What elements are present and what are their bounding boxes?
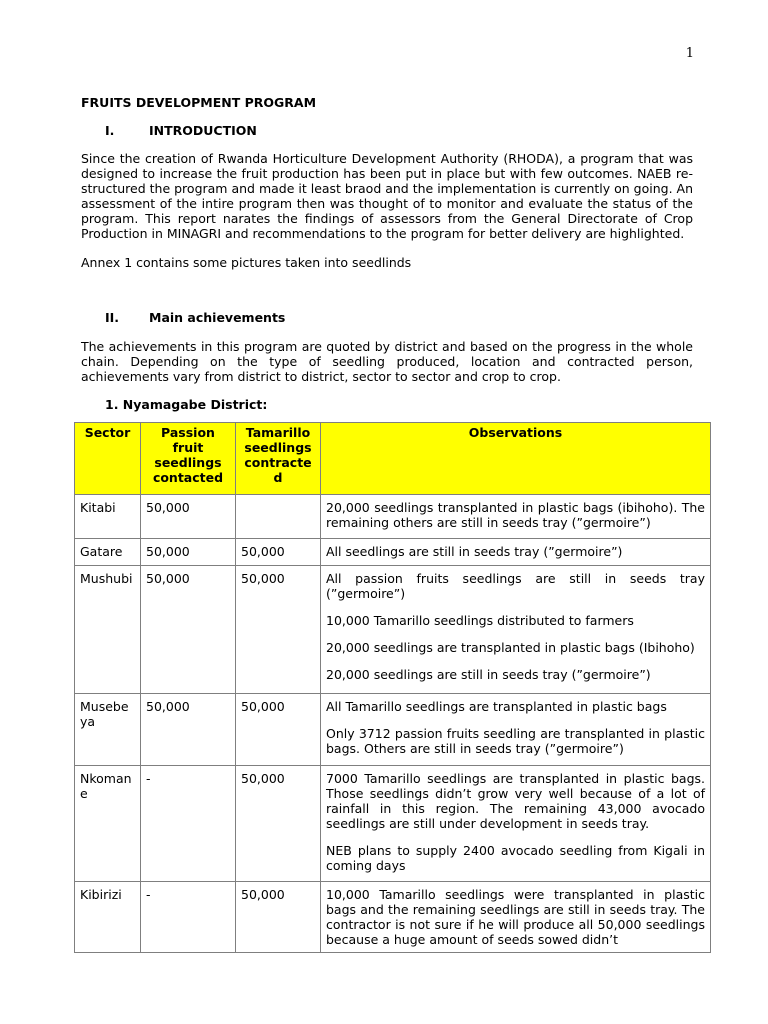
cell-passion: 50,000 — [141, 495, 236, 539]
observation-text: 20,000 seedlings transplanted in plastic bags (ibihoho). The remaining others are still in seeds tray (”germoire”) — [326, 500, 705, 530]
header-tamarillo: Tamarillo seedlings contracte d — [236, 423, 321, 495]
cell-passion: - — [141, 882, 236, 953]
table-row — [75, 882, 711, 953]
cell-tamarillo: 50,000 — [236, 882, 321, 953]
document-title: FRUITS DEVELOPMENT PROGRAM — [81, 95, 317, 110]
cell-observations — [321, 539, 711, 566]
observation-text: NEB plans to supply 2400 avocado seedling from Kigali in coming days — [326, 843, 705, 873]
cell-observations — [321, 566, 711, 694]
observation-text: Only 3712 passion fruits seedling are transplanted in plastic bags. Others are still in seeds tray (”germoire”) — [326, 726, 705, 756]
district-table — [74, 422, 711, 953]
section-2-title: Main achievements — [149, 310, 286, 325]
table-header-row — [75, 423, 711, 495]
cell-passion: 50,000 — [141, 566, 236, 694]
observation-text: All seedlings are still in seeds tray (”germoire”) — [326, 544, 623, 559]
table-row — [75, 694, 711, 766]
cell-sector: Gatare — [75, 539, 141, 566]
header-sector: Sector — [75, 423, 141, 495]
cell-observations — [321, 495, 711, 539]
cell-sector: Kibirizi — [75, 882, 141, 953]
cell-observations — [321, 766, 711, 882]
page-number: 1 — [685, 46, 694, 61]
observation-text: All Tamarillo seedlings are transplanted in plastic bags — [326, 699, 667, 714]
cell-sector: Mushubi — [75, 566, 141, 694]
cell-observations — [321, 882, 711, 953]
table-row — [75, 495, 711, 539]
table-row — [75, 539, 711, 566]
observation-text: 10,000 Tamarillo seedlings distributed to farmers — [326, 613, 634, 628]
intro-paragraph: Since the creation of Rwanda Horticulture Development Authority (RHODA), a program that was designed to increase the fruit production has been put in place but with few outcomes. NAEB re-structured the program and made it least braod and the implementation is currently on going. An assessment of the intire program then was thought of to monitor and evaluate the status of the program. This report narates the findings of assessors from the General Directorate of Crop Production in MINAGRI and recommendations to the program for better delivery are highlighted. — [81, 151, 693, 241]
annex-note: Annex 1 contains some pictures taken into seedlinds — [81, 255, 412, 270]
observation-text: 7000 Tamarillo seedlings are transplanted in plastic bags. Those seedlings didn’t grow very well because of a lot of rainfall in this region. The remaining 43,000 avocado seedlings are still under development in seeds tray. — [326, 771, 705, 831]
cell-passion: - — [141, 766, 236, 882]
observation-text: 20,000 seedlings are still in seeds tray (”germoire”) — [326, 667, 651, 682]
section-2-number: II. — [105, 310, 120, 325]
observation-text: All passion fruits seedlings are still in seeds tray (”germoire”) — [326, 571, 705, 601]
cell-passion: 50,000 — [141, 694, 236, 766]
cell-tamarillo: 50,000 — [236, 766, 321, 882]
achievements-paragraph: The achievements in this program are quoted by district and based on the progress in the whole chain. Depending on the type of seedling produced, location and contracted person, achievements vary from district to district, sector to sector and crop to crop. — [81, 339, 693, 384]
cell-tamarillo: 50,000 — [236, 694, 321, 766]
cell-observations — [321, 694, 711, 766]
cell-sector: Kitabi — [75, 495, 141, 539]
cell-passion: 50,000 — [141, 539, 236, 566]
cell-tamarillo: 50,000 — [236, 539, 321, 566]
table-row — [75, 566, 711, 694]
district-heading: 1. Nyamagabe District: — [105, 397, 268, 412]
header-observations: Observations — [321, 423, 711, 495]
observation-text: 20,000 seedlings are transplanted in plastic bags (Ibihoho) — [326, 640, 695, 655]
section-1-title: INTRODUCTION — [149, 123, 257, 138]
header-passion: Passion fruit seedlings contacted — [141, 423, 236, 495]
cell-tamarillo — [236, 495, 321, 539]
cell-sector: Musebe ya — [75, 694, 141, 766]
section-1-number: I. — [105, 123, 115, 138]
table-row — [75, 766, 711, 882]
cell-tamarillo: 50,000 — [236, 566, 321, 694]
cell-sector: Nkoman e — [75, 766, 141, 882]
observation-text: 10,000 Tamarillo seedlings were transplanted in plastic bags and the remaining seedlings are still in seeds tray. The contractor is not sure if he will produce all 50,000 seedlings because a huge amount of seeds sowed didn’t — [326, 887, 705, 947]
